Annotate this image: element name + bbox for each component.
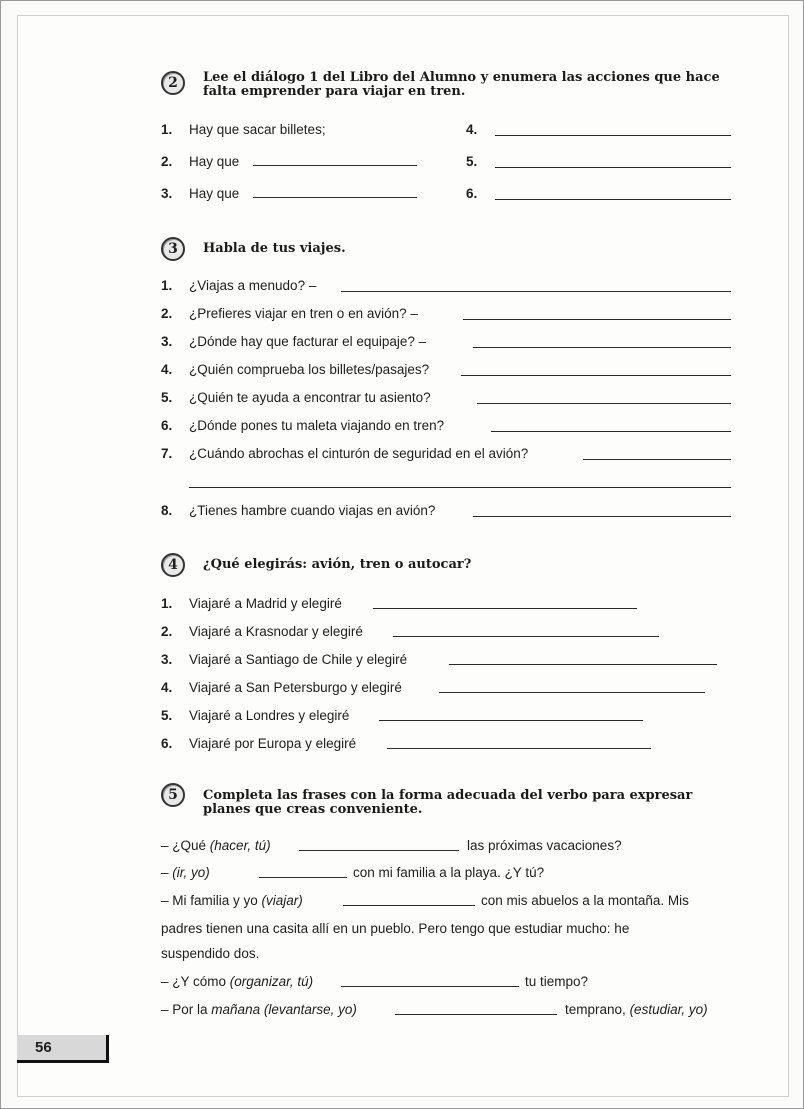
exercise-5-line-6-end: tu tiempo? <box>525 974 589 989</box>
exercise-5-line-2-end: con mi familia a la playa. ¿Y tú? <box>353 865 545 880</box>
exercise-title: ¿Qué elegirás: avión, tren o autocar? <box>203 557 472 572</box>
list-item: 1. Hay que sacar billetes; <box>161 122 326 137</box>
answer-blank[interactable] <box>463 319 731 320</box>
list-item: 5. Viajaré a Londres y elegiré <box>161 708 350 723</box>
answer-blank[interactable] <box>299 850 459 851</box>
page-number: 56 <box>17 1035 109 1063</box>
exercise-number-badge: 4 <box>161 553 185 577</box>
exercise-5-line-7: – Por la mañana (levantarse, yo) <box>161 1002 357 1017</box>
answer-blank[interactable] <box>491 431 731 432</box>
answer-blank[interactable] <box>189 487 731 488</box>
list-item: 3. ¿Dónde hay que facturar el equipaje? – <box>161 334 427 349</box>
exercise-5-line-5: suspendido dos. <box>161 946 260 961</box>
exercise-3-header <box>161 237 346 261</box>
answer-blank[interactable] <box>259 877 347 878</box>
exercise-5-line-1-end: las próximas vacaciones? <box>467 838 622 853</box>
answer-blank[interactable] <box>495 135 731 136</box>
list-item: 6. Viajaré por Europa y elegiré <box>161 736 357 751</box>
list-item: 1. ¿Viajas a menudo? – <box>161 278 317 293</box>
list-item: 4. Viajaré a San Petersburgo y elegiré <box>161 680 402 695</box>
answer-blank[interactable] <box>341 291 731 292</box>
list-item: 5. <box>466 154 478 169</box>
list-item: 7. ¿Cuándo abrochas el cinturón de seguridad en el avión? <box>161 446 529 461</box>
list-item: 6. ¿Dónde pones tu maleta viajando en tren? <box>161 418 445 433</box>
exercise-2-header <box>161 71 720 99</box>
exercise-5-line-7-end: temprano, (estudiar, yo) <box>565 1002 708 1017</box>
exercise-number-badge: 3 <box>161 237 185 261</box>
answer-blank[interactable] <box>341 986 519 987</box>
answer-blank[interactable] <box>461 375 731 376</box>
answer-blank[interactable] <box>583 459 731 460</box>
list-item: 2. Viajaré a Krasnodar y elegiré <box>161 624 363 639</box>
exercise-4-header <box>161 553 471 577</box>
list-item: 3. Hay que <box>161 186 240 201</box>
exercise-5-line-6: – ¿Y cómo (organizar, tú) <box>161 974 314 989</box>
list-item: 3. Viajaré a Santiago de Chile y elegiré <box>161 652 408 667</box>
list-item: 6. <box>466 186 478 201</box>
exercise-number-badge: 5 <box>161 783 185 807</box>
exercise-5-line-3-end: con mis abuelos a la montaña. Mis <box>481 893 689 908</box>
exercise-5-line-1: – ¿Qué (hacer, tú) <box>161 838 271 853</box>
answer-blank[interactable] <box>393 636 659 637</box>
exercise-5-line-4: padres tienen una casita allí en un pueblo. Pero tengo que estudiar mucho: he <box>161 921 630 936</box>
list-item: 5. ¿Quién te ayuda a encontrar tu asiento? <box>161 390 431 405</box>
exercise-5-line-2: – (ir, yo) <box>161 865 210 880</box>
answer-blank[interactable] <box>473 516 731 517</box>
answer-blank[interactable] <box>253 165 417 166</box>
exercise-title: Lee el diálogo 1 del Libro del Alumno y enumera las acciones que hace falta emprender para viajar en tren. <box>203 70 720 99</box>
list-item: 2. ¿Prefieres viajar en tren o en avión? – <box>161 306 418 321</box>
answer-blank[interactable] <box>495 167 731 168</box>
answer-blank[interactable] <box>395 1014 557 1015</box>
exercise-title: Habla de tus viajes. <box>203 241 346 256</box>
exercise-5-line-3: – Mi familia y yo (viajar) <box>161 893 303 908</box>
exercise-title: Completa las frases con la forma adecuada del verbo para expresar planes que creas conveniente. <box>203 788 693 817</box>
list-item: 2. Hay que <box>161 154 240 169</box>
answer-blank[interactable] <box>495 199 731 200</box>
answer-blank[interactable] <box>439 692 705 693</box>
exercise-number-badge: 2 <box>161 71 185 95</box>
answer-blank[interactable] <box>387 748 651 749</box>
answer-blank[interactable] <box>373 608 637 609</box>
answer-blank[interactable] <box>473 347 731 348</box>
exercise-5-header <box>161 783 692 817</box>
list-item: 1. Viajaré a Madrid y elegiré <box>161 596 342 611</box>
answer-blank[interactable] <box>343 905 475 906</box>
list-item: 8. ¿Tienes hambre cuando viajas en avión? <box>161 503 436 518</box>
answer-blank[interactable] <box>379 720 643 721</box>
answer-blank[interactable] <box>449 664 717 665</box>
answer-blank[interactable] <box>253 197 417 198</box>
list-item: 4. ¿Quién comprueba los billetes/pasajes? <box>161 362 430 377</box>
list-item: 4. <box>466 122 478 137</box>
answer-blank[interactable] <box>477 403 731 404</box>
